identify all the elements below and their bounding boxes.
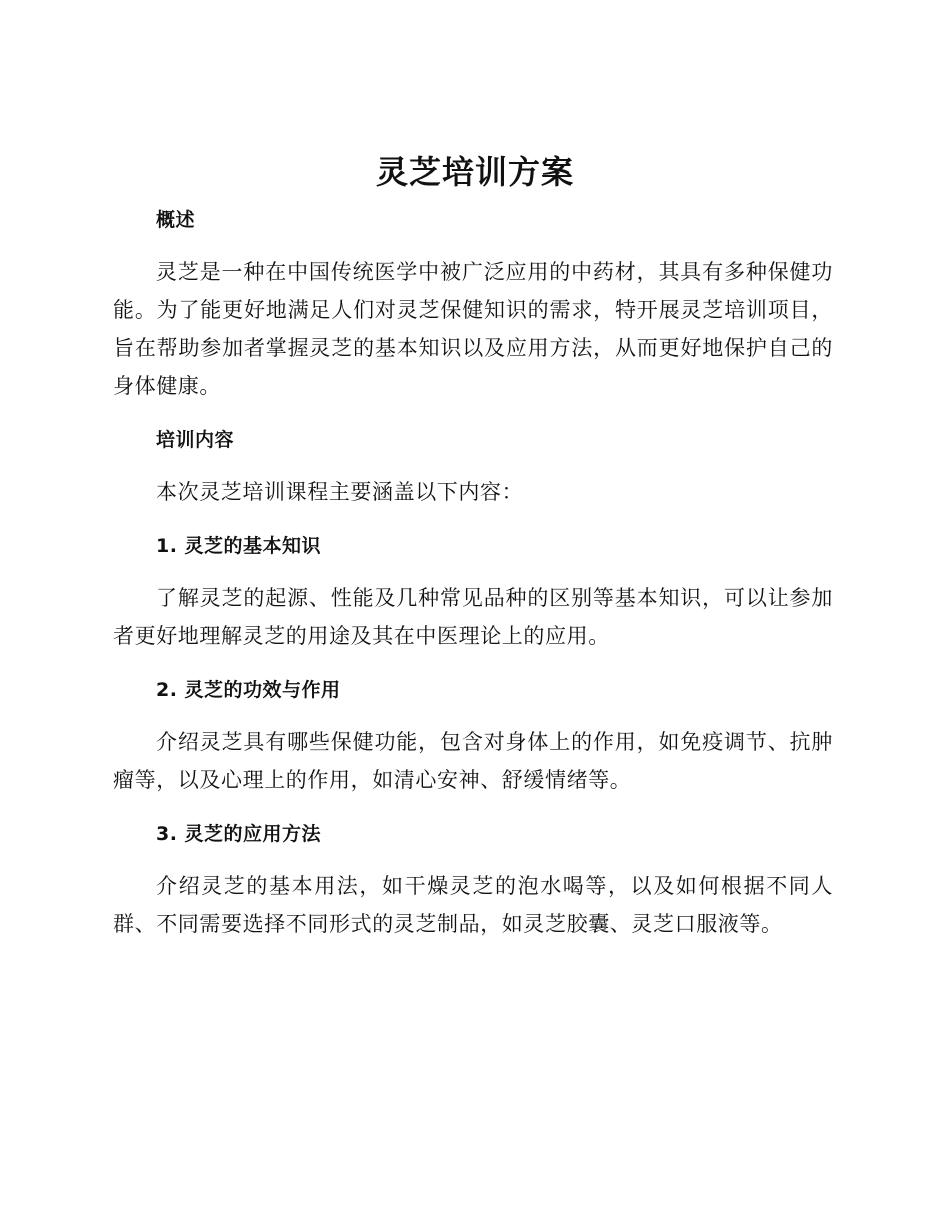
section-heading: 2. 灵芝的功效与作用 [156, 679, 341, 701]
section-paragraph: 介绍灵芝具有哪些保健功能，包含对身体上的作用，如免疫调节、抗肿瘤等，以及心理上的作用，如清心安神、舒缓情绪等。 [113, 730, 833, 792]
section-heading: 培训内容 [156, 429, 235, 451]
section-basic-knowledge [113, 526, 833, 655]
section-heading: 3. 灵芝的应用方法 [156, 823, 322, 845]
document-title: 灵芝培训方案 [375, 153, 574, 191]
section-heading: 1. 灵芝的基本知识 [156, 535, 322, 557]
section-efficacy [113, 670, 833, 799]
section-paragraph: 本次灵芝培训课程主要涵盖以下内容： [156, 480, 524, 504]
section-paragraph: 灵芝是一种在中国传统医学中被广泛应用的中药材，其具有多种保健功能。为了能更好地满足人们对灵芝保健知识的需求，特开展灵芝培训项目，旨在帮助参加者掌握灵芝的基本知识以及应用方法，从而更好地保护自己的身体健康。 [113, 260, 833, 398]
section-paragraph: 介绍灵芝的基本用法，如干燥灵芝的泡水喝等，以及如何根据不同人群、不同需要选择不同形式的灵芝制品，如灵芝胶囊、灵芝口服液等。 [113, 874, 833, 936]
section-application-methods [113, 814, 833, 943]
section-overview [113, 200, 833, 405]
section-heading: 概述 [156, 209, 196, 231]
section-training-content [113, 420, 833, 511]
document-body [113, 200, 833, 943]
section-paragraph: 了解灵芝的起源、性能及几种常见品种的区别等基本知识，可以让参加者更好地理解灵芝的用途及其在中医理论上的应用。 [113, 586, 833, 648]
